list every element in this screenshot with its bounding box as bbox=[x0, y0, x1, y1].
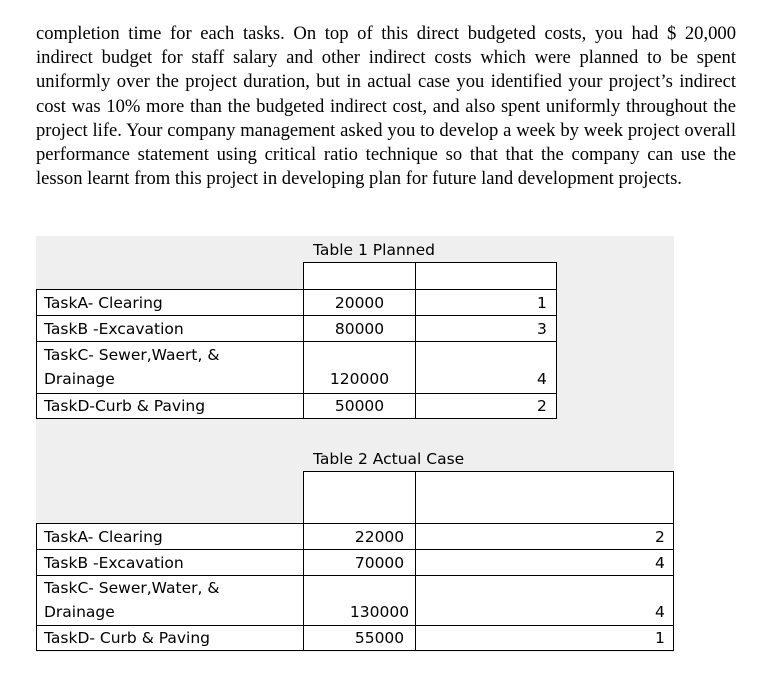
table-row: TaskD-Curb & Paving bbox=[44, 397, 206, 415]
table-row: TaskA- Clearing bbox=[44, 294, 163, 312]
problem-paragraph: completion time for each tasks. On top of this direct budgeted costs, you had $ 20,000 indirect budget for staff salary and other indirect costs which were planned to be spent uniformly over the project duration, but in actual case you identified your project’s indirect cost was 10% more than the budgeted indirect cost, and also spent uniformly throughout the project life. Your company management asked you to develop a week by week project overall performance statement using critical ratio technique so that that the company can use the lesson learnt from this project in developing plan for future land development projects. bbox=[36, 23, 736, 190]
table-row: TaskC- Sewer,Waert, & bbox=[44, 346, 220, 364]
cell-time: 4 bbox=[655, 603, 665, 621]
cell-cost: 55000 bbox=[354, 629, 405, 647]
cell-budget: 20000 bbox=[334, 294, 385, 312]
cell-cost: 130000 bbox=[349, 603, 410, 621]
table-row: TaskA- Clearing bbox=[44, 528, 163, 546]
cell-budget: 50000 bbox=[334, 397, 385, 415]
table-row: TaskB -Excavation bbox=[44, 554, 184, 572]
cell-time: 4 bbox=[655, 554, 665, 572]
table-row: TaskD- Curb & Paving bbox=[44, 629, 210, 647]
table-planned-title: Table 1 Planned bbox=[313, 241, 435, 259]
table-row-cont: Drainage bbox=[44, 603, 115, 621]
cell-budget: 80000 bbox=[334, 320, 385, 338]
table-row-cont: Drainage bbox=[44, 370, 115, 388]
table-actual-title: Table 2 Actual Case bbox=[313, 450, 465, 468]
cell-schedule: 4 bbox=[537, 370, 547, 388]
cell-schedule: 1 bbox=[537, 294, 547, 312]
cell-time: 1 bbox=[655, 629, 665, 647]
cell-schedule: 3 bbox=[537, 320, 547, 338]
cell-time: 2 bbox=[655, 528, 665, 546]
cell-cost: 22000 bbox=[354, 528, 405, 546]
cell-budget: 120000 bbox=[329, 370, 390, 388]
table-row: TaskC- Sewer,Water, & bbox=[44, 579, 220, 597]
table-row: TaskB -Excavation bbox=[44, 320, 184, 338]
cell-cost: 70000 bbox=[354, 554, 405, 572]
cell-schedule: 2 bbox=[537, 397, 547, 415]
